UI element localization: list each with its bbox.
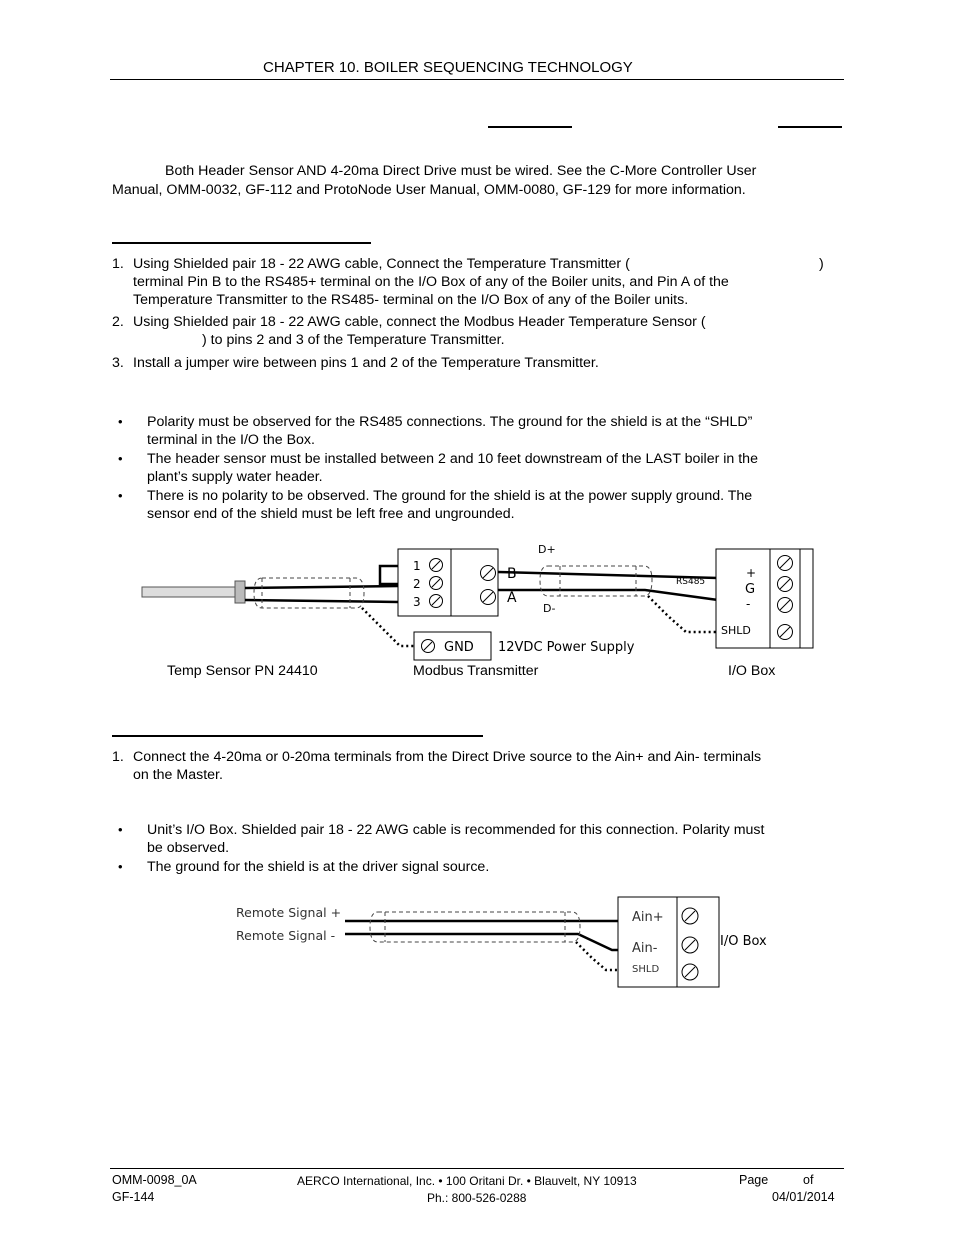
s2-bullet-1-line-2: be observed.	[147, 840, 230, 856]
s1-bullet-1-line-2: terminal in the I/O the Box.	[147, 432, 315, 448]
remote-shield-drain	[576, 942, 618, 970]
footer-rule	[110, 1168, 844, 1169]
caption-temp-sensor: Temp Sensor PN 24410	[167, 663, 318, 679]
io-term-minus: -	[746, 597, 751, 611]
d-minus-label: D-	[543, 602, 556, 615]
step-1-line-1: Using Shielded pair 18 - 22 AWG cable, Connect the Temperature Transmitter (	[133, 256, 630, 272]
remote-signal-minus-label: Remote Signal -	[236, 928, 336, 943]
pin-label-a: A	[507, 590, 517, 606]
terminal-label-2: 2	[413, 577, 421, 591]
remote-signal-plus-label: Remote Signal +	[236, 905, 342, 920]
page-label: Page	[739, 1173, 769, 1187]
step-2-number: 2.	[112, 314, 124, 330]
doc-number: OMM-0098_0A	[112, 1173, 197, 1187]
s1-bullet-2-line-2: plant’s supply water header.	[147, 469, 323, 485]
caption-io-box: I/O Box	[728, 663, 776, 679]
bullet-dot: •	[118, 859, 123, 874]
terminal-label-3: 3	[413, 595, 421, 609]
ain-minus-label: Ain-	[632, 941, 658, 956]
s2-step-1-number: 1.	[112, 749, 124, 765]
note-line-2: Manual, OMM-0032, GF-112 and ProtoNode User Manual, OMM-0080, GF-129 for more information.	[112, 182, 746, 198]
rs485-label: RS485	[676, 577, 706, 587]
pin-label-b: B	[507, 566, 517, 582]
revision-date: 04/01/2014	[772, 1190, 835, 1204]
d-plus-label: D+	[538, 543, 556, 556]
of-label: of	[803, 1173, 814, 1187]
step-3-number: 3.	[112, 355, 124, 371]
s1-bullet-2-line-1: The header sensor must be installed between 2 and 10 feet downstream of the LAST boiler in the	[147, 451, 758, 467]
step-3-line-1: Install a jumper wire between pins 1 and 2 of the Temperature Transmitter.	[133, 355, 599, 371]
s2-bullet-1-line-1: Unit’s I/O Box. Shielded pair 18 - 22 AWG cable is recommended for this connection. Polarity must	[147, 822, 765, 838]
company-address: AERCO International, Inc. • 100 Oritani Dr. • Blauvelt, NY 10913	[297, 1174, 637, 1188]
note-line-1: Both Header Sensor AND 4-20ma Direct Drive must be wired. See the C-More Controller User	[165, 163, 757, 179]
s2-step-1-line-2: on the Master.	[133, 767, 223, 783]
ain-plus-label: Ain+	[632, 910, 664, 925]
step-1-close-paren: )	[819, 256, 824, 272]
bullet-dot: •	[118, 414, 123, 429]
step-1-line-3: Temperature Transmitter to the RS485- terminal on the I/O Box of any of the Boiler units.	[133, 292, 689, 308]
io-term-g: G	[745, 582, 756, 597]
s2-step-1-line-1: Connect the 4-20ma or 0-20ma terminals from the Direct Drive source to the Ain+ and Ain- terminals	[133, 749, 762, 765]
caption-modbus-transmitter: Modbus Transmitter	[413, 663, 539, 679]
step-2-line-2: ) to pins 2 and 3 of the Temperature Transmitter.	[202, 332, 505, 348]
io-box-label: I/O Box	[720, 934, 767, 949]
company-phone: Ph.: 800-526-0288	[427, 1191, 527, 1205]
power-supply-label: 12VDC Power Supply	[498, 640, 635, 655]
chapter-title: CHAPTER 10. BOILER SEQUENCING TECHNOLOGY	[263, 59, 633, 76]
remote-shield	[370, 912, 580, 942]
s1-bullet-3-line-2: sensor end of the shield must be left free and ungrounded.	[147, 506, 515, 522]
gnd-label: GND	[444, 640, 474, 655]
s1-bullet-3-line-1: There is no polarity to be observed. The ground for the shield is at the power supply ground. The	[147, 488, 753, 504]
s1-bullet-1-line-1: Polarity must be observed for the RS485 connections. The ground for the shield is at the “SHLD”	[147, 414, 753, 430]
shld-label: SHLD	[632, 964, 660, 975]
io-term-plus: +	[746, 566, 757, 580]
s2-bullet-2-line-1: The ground for the shield is at the driver signal source.	[147, 859, 490, 875]
step-1-number: 1.	[112, 256, 124, 272]
io-term-shld: SHLD	[721, 624, 751, 637]
gf-number: GF-144	[112, 1190, 155, 1204]
terminal-label-1: 1	[413, 559, 421, 573]
bullet-dot: •	[118, 822, 123, 837]
step-2-line-1: Using Shielded pair 18 - 22 AWG cable, connect the Modbus Header Temperature Sensor (	[133, 314, 706, 330]
step-1-line-2: terminal Pin B to the RS485+ terminal on the I/O Box of any of the Boiler units, and Pin A of the	[133, 274, 729, 290]
bullet-dot: •	[118, 488, 123, 503]
bullet-dot: •	[118, 451, 123, 466]
